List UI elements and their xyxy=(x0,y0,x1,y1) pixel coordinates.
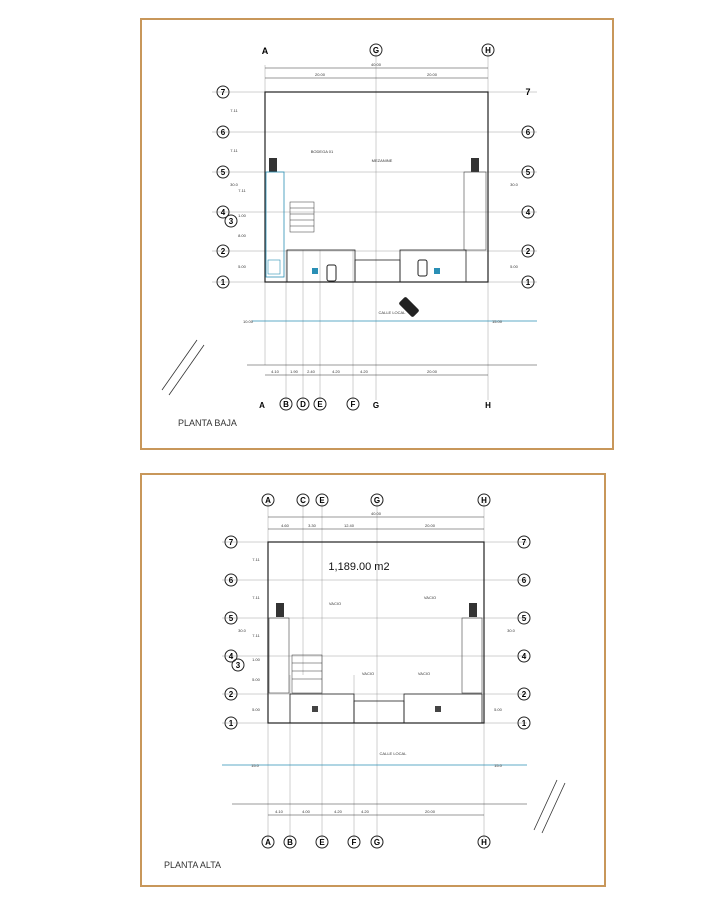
dim-text: 4.10 xyxy=(271,369,279,374)
north-mark xyxy=(162,340,197,390)
row-label: 4 xyxy=(228,652,234,661)
row-label: 4 xyxy=(220,208,226,217)
axis-top xyxy=(262,494,490,506)
dim-text: 7.11 xyxy=(252,595,260,600)
dim-text: 3.30 xyxy=(308,523,316,528)
dim-text: 15.00 xyxy=(491,319,503,324)
accessible-icon xyxy=(312,706,318,712)
axis-label: B xyxy=(283,400,289,409)
dim-text: 4.20 xyxy=(332,369,340,374)
sheet-planta-baja xyxy=(140,18,614,450)
column-right xyxy=(471,158,479,172)
dim-text: 7.11 xyxy=(238,188,246,193)
axis-label: A xyxy=(259,401,265,410)
axis-label: E xyxy=(317,400,323,409)
truck-outline-left xyxy=(268,260,280,274)
column-right xyxy=(469,603,477,617)
dim-text: 8.00 xyxy=(238,233,246,238)
row-label: 3 xyxy=(228,217,234,226)
building-outline xyxy=(265,92,488,282)
stair xyxy=(290,202,314,232)
row-label: 6 xyxy=(521,576,527,585)
sheet-title: PLANTA BAJA xyxy=(178,418,237,428)
dim-text: 7.11 xyxy=(230,148,238,153)
dock-strip-right xyxy=(464,172,486,250)
axis-label: F xyxy=(350,400,356,409)
north-mark xyxy=(534,780,557,830)
axis-label: D xyxy=(300,400,306,409)
axis-label: G xyxy=(373,496,381,505)
north-mark xyxy=(542,783,565,833)
room-label: VACIO xyxy=(423,595,437,600)
axis-label: G xyxy=(372,401,380,410)
dim-text: 7.11 xyxy=(230,108,238,113)
floor-plan-planta-baja xyxy=(142,20,612,448)
dim-text: 4.20 xyxy=(360,369,368,374)
dock-door xyxy=(355,260,400,282)
column-left xyxy=(269,158,277,172)
dim-text: 20.00 xyxy=(424,809,436,814)
row-label: 5 xyxy=(228,614,234,623)
row-label: 3 xyxy=(235,661,241,670)
axis-right xyxy=(518,536,530,729)
dim-text: 40.00 xyxy=(370,62,382,67)
axis-bottom xyxy=(262,836,490,848)
dim-text: 10.00 xyxy=(242,319,254,324)
room-label: MEZANINE xyxy=(371,158,393,163)
axis-label: G xyxy=(372,46,380,55)
row-label: 1 xyxy=(525,278,531,287)
row-label: 1 xyxy=(228,719,234,728)
row-label: 7 xyxy=(525,87,531,97)
dim-text: 30.0 xyxy=(510,182,518,187)
axis-label: C xyxy=(300,496,306,505)
axis-label: A xyxy=(265,838,271,847)
sheet-title: PLANTA ALTA xyxy=(164,860,222,870)
axis-label: H xyxy=(481,838,487,847)
sheet-planta-alta xyxy=(140,473,606,887)
row-label: 6 xyxy=(228,576,234,585)
room-label: CALLE LOCAL xyxy=(379,751,407,756)
axis-label: G xyxy=(373,838,381,847)
row-label: 7 xyxy=(220,88,226,97)
dim-text: 1.90 xyxy=(290,369,298,374)
dim-text: 20.00 xyxy=(314,72,326,77)
row-label: 2 xyxy=(525,247,531,256)
row-label: 7 xyxy=(521,538,527,547)
axis-right xyxy=(522,87,534,288)
room-label: VACIO xyxy=(361,671,375,676)
axis-label: H xyxy=(481,496,487,505)
area-label: 1,189.00 m2 xyxy=(328,561,390,573)
dim-text: 15.0 xyxy=(251,763,259,768)
room-label: VACIO xyxy=(328,601,342,606)
dim-text: 30.0 xyxy=(230,182,238,187)
dimension-texts xyxy=(230,62,519,374)
row-label: 2 xyxy=(228,690,234,699)
mezzanine-strip xyxy=(269,618,289,693)
accessible-icon xyxy=(435,706,441,712)
dim-text: 4.60 xyxy=(281,523,289,528)
room-label: VACIO xyxy=(417,671,431,676)
office-left xyxy=(287,250,355,282)
row-label: 6 xyxy=(525,128,531,137)
dim-text: 20.00 xyxy=(424,523,436,528)
room-label: BODEGA 01 xyxy=(310,149,334,154)
dim-text: 5.00 xyxy=(238,264,246,269)
dim-text: 30.0 xyxy=(238,628,246,633)
axis-label: A xyxy=(265,496,271,505)
dim-text: 4.10 xyxy=(275,809,283,814)
car-icon xyxy=(418,260,427,276)
dim-text: 20.00 xyxy=(426,369,438,374)
axis-label: E xyxy=(319,496,325,505)
row-label: 4 xyxy=(521,652,527,661)
mezzanine-strip xyxy=(266,172,284,277)
row-label: 7 xyxy=(228,538,234,547)
axis-label: H xyxy=(485,401,491,410)
dim-text: 4.00 xyxy=(302,809,310,814)
dim-text: 1.00 xyxy=(252,657,260,662)
row-label: 2 xyxy=(521,690,527,699)
dim-text: 12.40 xyxy=(343,523,355,528)
dim-text: 5.00 xyxy=(494,707,502,712)
dim-text: 20.00 xyxy=(426,72,438,77)
dim-text: 5.00 xyxy=(252,707,260,712)
dim-text: 7.11 xyxy=(252,557,260,562)
dim-text: 15.0 xyxy=(494,763,502,768)
dim-text: 1.00 xyxy=(238,213,246,218)
axis-label: F xyxy=(351,838,357,847)
row-label: 6 xyxy=(220,128,226,137)
car-icon xyxy=(327,265,336,281)
row-label: 4 xyxy=(525,208,531,217)
column-left xyxy=(276,603,284,617)
accessible-icon xyxy=(312,268,318,274)
axis-label: E xyxy=(319,838,325,847)
room-label: CALLE LOCAL xyxy=(378,310,406,315)
dim-text: 4.20 xyxy=(361,809,369,814)
dim-text: 5.00 xyxy=(252,677,260,682)
axis-label: B xyxy=(287,838,293,847)
row-label: 5 xyxy=(521,614,527,623)
dim-text: 2.40 xyxy=(307,369,315,374)
row-label: 2 xyxy=(220,247,226,256)
dim-text: 4.20 xyxy=(334,809,342,814)
dock-strip-right xyxy=(462,618,482,693)
axis-bottom xyxy=(259,398,491,410)
axis-label: H xyxy=(485,46,491,55)
axis-left xyxy=(217,86,237,288)
axis-label: A xyxy=(261,46,269,56)
dim-text: 7.11 xyxy=(252,633,260,638)
dim-text: 30.0 xyxy=(507,628,515,633)
axis-top xyxy=(262,44,494,56)
dim-text: 5.00 xyxy=(510,264,518,269)
accessible-icon xyxy=(434,268,440,274)
office-right xyxy=(400,250,466,282)
row-label: 5 xyxy=(525,168,531,177)
north-mark xyxy=(169,345,204,395)
floor-plan-planta-alta xyxy=(142,475,604,885)
stair xyxy=(292,655,322,693)
row-label: 1 xyxy=(521,719,527,728)
office-right xyxy=(404,694,482,723)
row-label: 1 xyxy=(220,278,226,287)
dock-door xyxy=(354,701,404,723)
row-label: 5 xyxy=(220,168,226,177)
dim-text: 40.00 xyxy=(370,511,382,516)
